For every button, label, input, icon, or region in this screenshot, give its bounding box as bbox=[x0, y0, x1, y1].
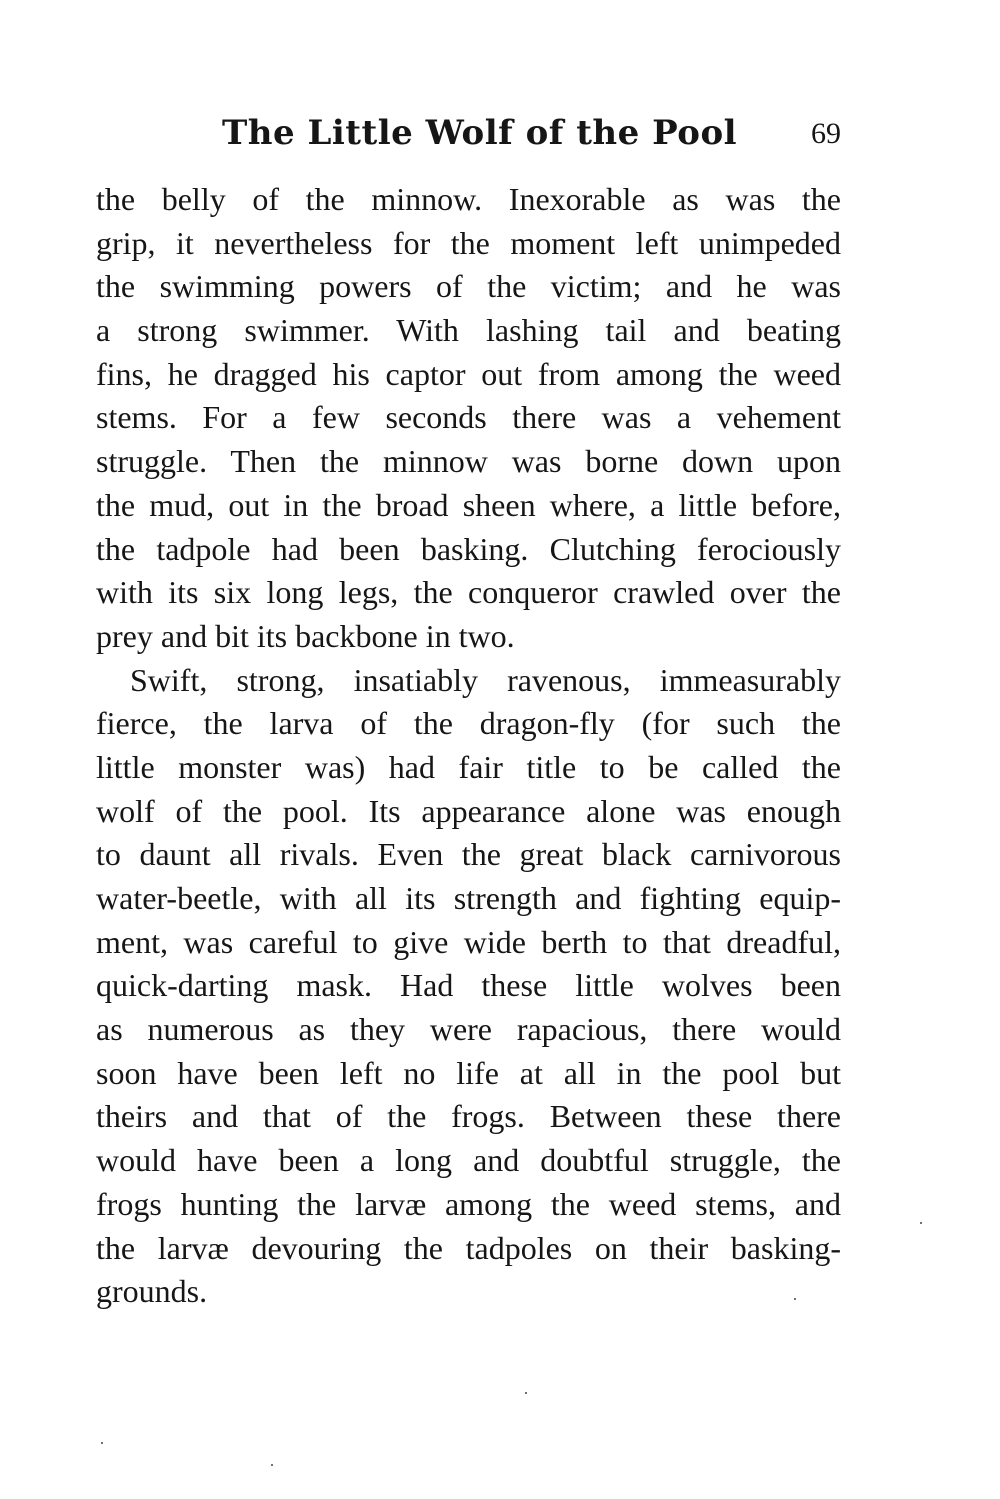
text-line: stems. For a few seconds there was a vehement bbox=[96, 399, 841, 436]
scan-speck bbox=[271, 1464, 273, 1466]
text-line: little monster was) had fair title to be called the bbox=[96, 748, 841, 785]
text-line: the tadpole had been basking. Clutching ferociously bbox=[96, 530, 841, 567]
text-line: ment, was careful to give wide berth to that dreadful, bbox=[96, 923, 841, 960]
scan-speck bbox=[525, 1392, 527, 1394]
paragraph bbox=[96, 659, 841, 1314]
text-line: the swimming powers of the victim; and he was bbox=[96, 268, 841, 305]
text-line: water-beetle, with all its strength and fighting equip- bbox=[96, 880, 841, 916]
body-text bbox=[96, 178, 841, 1314]
scan-speck bbox=[101, 1442, 103, 1444]
paragraph bbox=[96, 178, 841, 659]
text-line: prey and bit its backbone in two. bbox=[96, 617, 515, 654]
text-line: wolf of the pool. Its appearance alone was enough bbox=[96, 792, 841, 829]
scan-speck bbox=[794, 1298, 796, 1300]
text-line: would have been a long and doubtful struggle, the bbox=[96, 1142, 841, 1179]
page-number: 69 bbox=[811, 117, 841, 150]
text-line: grounds. bbox=[96, 1273, 208, 1310]
text-line: fierce, the larva of the dragon-fly (for such the bbox=[96, 705, 841, 742]
text-line: struggle. Then the minnow was borne down upon bbox=[96, 443, 841, 480]
running-title: The Little Wolf of the Pool bbox=[222, 113, 738, 153]
text-line: as numerous as they were rapacious, there would bbox=[96, 1011, 841, 1048]
text-line: the larvæ devouring the tadpoles on their basking- bbox=[96, 1229, 841, 1266]
text-line: to daunt all rivals. Even the great black carnivorous bbox=[96, 836, 841, 873]
text-line: the belly of the minnow. Inexorable as was the bbox=[96, 181, 841, 217]
text-line: quick-darting mask. Had these little wolves been bbox=[96, 967, 841, 1004]
text-line: the mud, out in the broad sheen where, a little before, bbox=[96, 486, 841, 523]
text-line: Swift, strong, insatiably ravenous, immeasurably bbox=[130, 661, 841, 698]
text-line: grip, it nevertheless for the moment left unimpeded bbox=[96, 224, 841, 261]
text-line: frogs hunting the larvæ among the weed stems, and bbox=[96, 1185, 841, 1222]
text-line: theirs and that of the frogs. Between these there bbox=[96, 1098, 841, 1135]
text-line: with its six long legs, the conqueror crawled over the bbox=[96, 574, 841, 611]
text-line: soon have been left no life at all in the pool but bbox=[96, 1054, 841, 1091]
text-line: fins, he dragged his captor out from among the weed bbox=[96, 355, 841, 392]
page-header bbox=[96, 108, 841, 158]
text-line: a strong swimmer. With lashing tail and beating bbox=[96, 312, 841, 349]
scan-speck bbox=[920, 1222, 922, 1224]
